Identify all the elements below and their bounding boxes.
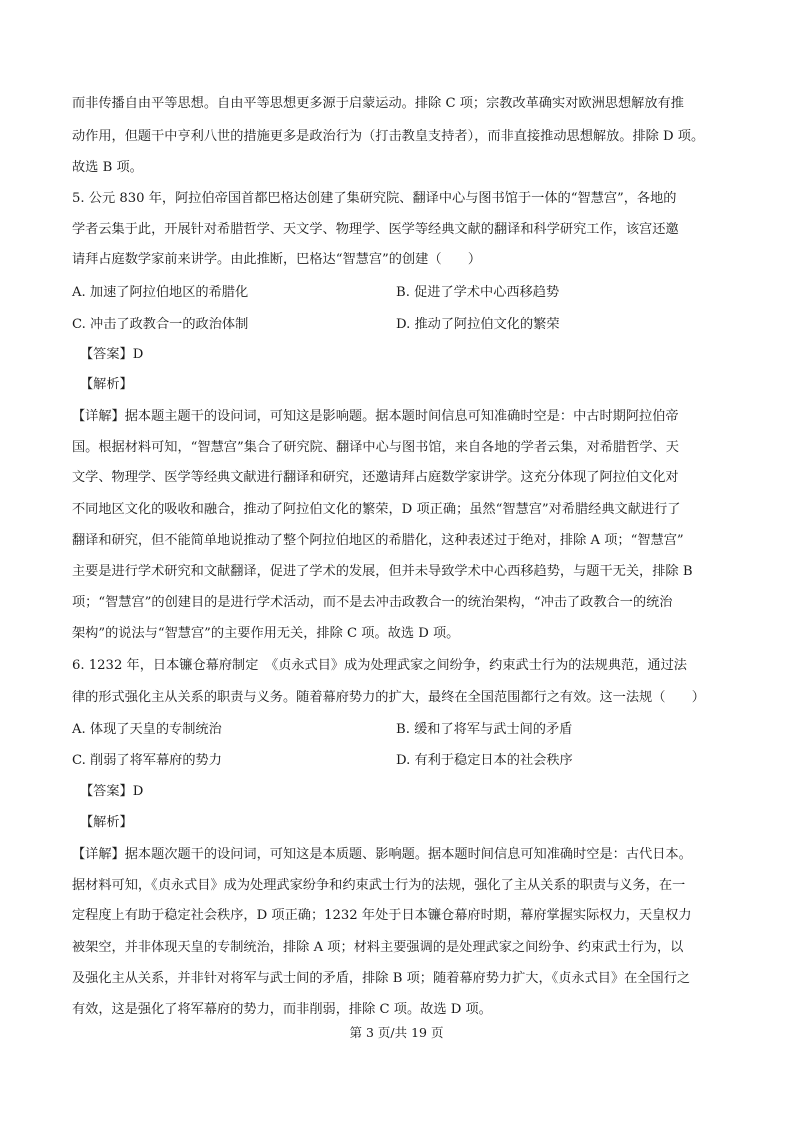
question-5-detail: 翻译和研究，但不能简单地说推动了整个阿拉伯地区的希腊化，这种表述过于绝对，排除 A 项；“智慧宫”	[72, 533, 684, 548]
question-6-detail: 被架空，并非体现天皇的专制统治，排除 A 项；材料主要强调的是处理武家之间纷争、约束武士行为，以	[72, 940, 684, 955]
question-5-detail: 国。根据材料可知，“智慧宫”集合了研究院、翻译中心与图书馆，来自各地的学者云集，对希腊哲学、天	[72, 440, 679, 455]
text-line: 而非传播自由平等思想。自由平等思想更多源于启蒙运动。排除 C 项；宗教改革确实对欧洲思想解放有推	[72, 96, 684, 111]
question-5-option-c: C. 冲击了政教合一的政治体制	[72, 317, 249, 332]
question-6-option-d: D. 有利于稳定日本的社会秩序	[396, 753, 573, 768]
question-5-detail: 文学、物理学、医学等经典文献进行翻译和研究，还邀请拜占庭数学家讲学。这充分体现了阿拉伯文化对	[72, 470, 679, 485]
text-line: 故选 B 项。	[72, 160, 143, 175]
question-5-option-b: B. 促进了学术中心西移趋势	[396, 285, 560, 300]
question-5-detail: 不同地区文化的吸收和融合，推动了阿拉伯文化的繁荣，D 项正确；虽然“智慧宫”对希腊经典文献进行了	[72, 502, 681, 517]
question-6-detail: 及强化主从关系，并非针对将军与武士间的矛盾，排除 B 项；随着幕府势力扩大，《贞永式目》在全国行之	[72, 971, 691, 986]
question-6-stem: 6. 1232 年，日本镰仓幕府制定 《贞永式目》成为处理武家之间纷争，约束武士行为的法规典范，通过法	[72, 658, 687, 673]
question-5-detail: 项；“智慧宫”的创建目的是进行学术活动，而不是去冲击政教合一的统治架构，“冲击了政教合一的统治	[72, 595, 673, 610]
question-6-detail: 据材料可知，《贞永式目》成为处理武家纷争和约束武士行为的法规，强化了主从关系的职责与义务，在一	[72, 878, 686, 893]
question-6-detail: 【详解】据本题次题干的设问词，可知这是本质题、影响题。据本题时间信息可知准确时空是：古代日本。	[72, 847, 692, 862]
question-5-stem: 学者云集于此，开展针对希腊哲学、天文学、物理学、医学等经典文献的翻译和科学研究工作，该宫还邀	[72, 222, 679, 237]
question-6-option-b: B. 缓和了将军与武士间的矛盾	[396, 722, 573, 737]
question-5-option-a: A. 加速了阿拉伯地区的希腊化	[72, 285, 249, 300]
question-6-stem: 律的形式强化主从关系的职责与义务。随着幕府势力的扩大，最终在全国范围都行之有效。这一法规（ ）	[72, 690, 705, 705]
question-6-option-c: C. 削弱了将军幕府的势力	[72, 753, 222, 768]
question-5-detail: 【详解】据本题主题干的设问词，可知这是影响题。据本题时间信息可知准确时空是：中古时期阿拉伯帝	[72, 409, 679, 424]
question-5-answer: 【答案】D	[80, 347, 144, 362]
question-6-detail: 定程度上有助于稳定社会秩序，D 项正确；1232 年处于日本镰仓幕府时期，幕府掌握实际权力，天皇权力	[72, 908, 692, 923]
question-5-stem: 5. 公元 830 年，阿拉伯帝国首都巴格达创建了集研究院、翻译中心与图书馆于一体的“智慧宫”，各地的	[72, 191, 677, 206]
question-6-analysis-label: 【解析】	[80, 815, 133, 830]
question-6-option-a: A. 体现了天皇的专制统治	[72, 722, 222, 737]
text-line: 动作用，但题干中亨利八世的措施更多是政治行为（打击教皇支持者），而非直接推动思想解放。排除 D 项。	[72, 129, 705, 144]
question-6-detail: 有效，这是强化了将军幕府的势力，而非削弱，排除 C 项。故选 D 项。	[72, 1002, 492, 1017]
question-5-detail: 主要是进行学术研究和文献翻译，促进了学术的发展，但并未导致学术中心西移趋势，与题干无关，排除 B	[72, 564, 693, 579]
question-5-detail: 架构”的说法与“智慧宫”的主要作用无关，排除 C 项。故选 D 项。	[72, 626, 460, 641]
question-6-answer: 【答案】D	[80, 784, 144, 799]
page-footer: 第 3 页/共 19 页	[349, 1025, 444, 1040]
question-5-analysis-label: 【解析】	[80, 377, 133, 392]
question-5-option-d: D. 推动了阿拉伯文化的繁荣	[396, 317, 560, 332]
question-5-stem: 请拜占庭数学家前来讲学。由此推断，巴格达“智慧宫”的创建（ ）	[72, 252, 482, 267]
